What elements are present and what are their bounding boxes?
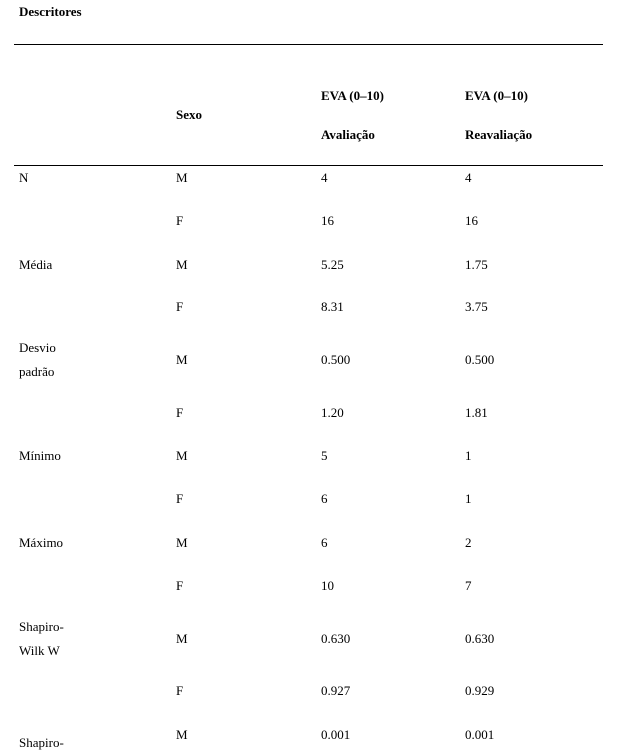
row-descriptor-line1: Shapiro- <box>19 735 64 750</box>
header-eva-reavaliacao-line1: EVA (0–10) <box>465 88 528 103</box>
row-avaliacao: 10 <box>321 578 334 593</box>
row-avaliacao: 0.927 <box>321 683 351 698</box>
row-avaliacao: 0.500 <box>321 352 351 367</box>
row-sexo: F <box>176 683 184 698</box>
row-reavaliacao: 1.81 <box>465 405 488 420</box>
row-sexo: M <box>176 535 188 550</box>
table-header-rule <box>14 165 603 166</box>
row-reavaliacao: 0.929 <box>465 683 495 698</box>
row-avaliacao: 5 <box>321 448 328 463</box>
row-sexo: F <box>176 578 184 593</box>
row-reavaliacao: 0.001 <box>465 727 495 742</box>
row-sexo: M <box>176 257 188 272</box>
row-sexo: F <box>176 491 184 506</box>
row-reavaliacao: 0.630 <box>465 631 495 646</box>
row-descriptor-line2: padrão <box>19 364 55 379</box>
row-sexo: F <box>176 213 184 228</box>
table-title: Descritores <box>19 4 82 19</box>
row-sexo: F <box>176 405 184 420</box>
row-reavaliacao: 2 <box>465 535 472 550</box>
row-descriptor: Mínimo <box>19 448 61 463</box>
header-eva-reavaliacao-line2: Reavaliação <box>465 127 533 142</box>
row-reavaliacao: 4 <box>465 170 472 185</box>
row-sexo: M <box>176 352 188 367</box>
row-sexo: F <box>176 299 184 314</box>
header-sexo: Sexo <box>176 107 202 122</box>
row-sexo: M <box>176 448 188 463</box>
row-reavaliacao: 7 <box>465 578 472 593</box>
row-avaliacao: 0.001 <box>321 727 351 742</box>
row-avaliacao: 5.25 <box>321 257 344 272</box>
row-descriptor-line2: Wilk W <box>19 643 60 658</box>
row-reavaliacao: 1 <box>465 491 472 506</box>
table-top-rule <box>14 44 603 45</box>
row-avaliacao: 8.31 <box>321 299 344 314</box>
row-avaliacao: 4 <box>321 170 328 185</box>
row-avaliacao: 6 <box>321 535 328 550</box>
row-avaliacao: 0.630 <box>321 631 351 646</box>
row-reavaliacao: 0.500 <box>465 352 495 367</box>
row-descriptor: Média <box>19 257 53 272</box>
row-sexo: M <box>176 727 188 742</box>
row-reavaliacao: 1 <box>465 448 472 463</box>
row-descriptor-line1: Shapiro- <box>19 619 64 634</box>
row-sexo: M <box>176 170 188 185</box>
row-reavaliacao: 1.75 <box>465 257 488 272</box>
row-avaliacao: 16 <box>321 213 334 228</box>
row-sexo: M <box>176 631 188 646</box>
header-eva-avaliacao-line2: Avaliação <box>321 127 375 142</box>
row-avaliacao: 1.20 <box>321 405 344 420</box>
row-avaliacao: 6 <box>321 491 328 506</box>
row-reavaliacao: 3.75 <box>465 299 488 314</box>
header-eva-avaliacao-line1: EVA (0–10) <box>321 88 384 103</box>
row-reavaliacao: 16 <box>465 213 478 228</box>
row-descriptor-line1: Desvio <box>19 340 56 355</box>
row-descriptor: Máximo <box>19 535 64 550</box>
row-descriptor: N <box>19 170 29 185</box>
